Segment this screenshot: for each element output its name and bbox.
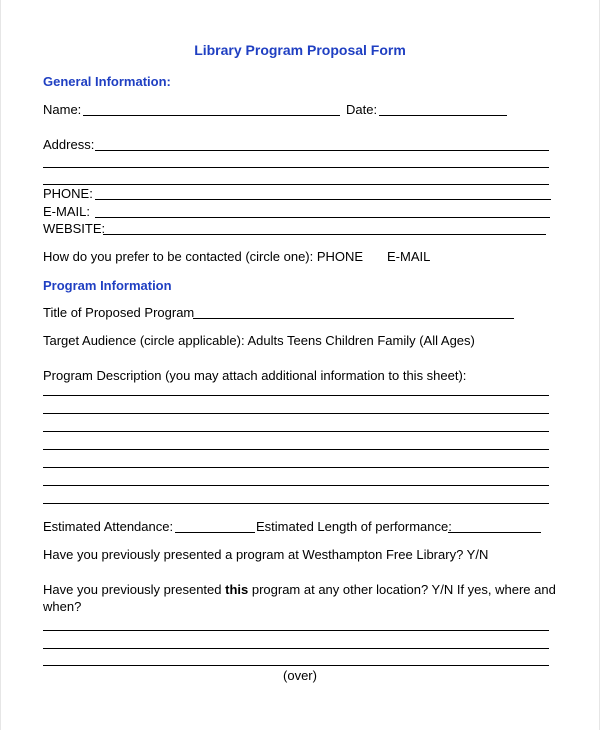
proposed-title-label: Title of Proposed Program [43,305,195,320]
over-note: (over) [283,668,317,683]
presented-other-question-line2: when? [43,599,82,614]
description-line-6[interactable] [43,485,549,486]
address-line-1[interactable] [95,150,549,151]
where-when-line-3[interactable] [43,665,549,666]
program-description-label: Program Description (you may attach additional information to this sheet): [43,368,467,383]
estimated-attendance-label: Estimated Attendance: [43,519,174,534]
website-field-line[interactable] [103,234,546,235]
target-audience-options[interactable]: Target Audience (circle applicable): Adults Teens Children Family (All Ages) [43,333,475,348]
description-line-3[interactable] [43,431,549,432]
where-when-line-1[interactable] [43,630,549,631]
name-field-line[interactable] [83,115,340,116]
email-label: E-MAIL: [43,204,90,219]
phone-label: PHONE: [43,186,93,201]
proposed-title-line[interactable] [193,318,514,319]
contact-option-email[interactable]: E-MAIL [387,249,431,264]
presented-here-question: Have you previously presented a program at Westhampton Free Library? Y/N [43,547,489,562]
address-line-3[interactable] [43,184,549,185]
where-when-line-2[interactable] [43,648,549,649]
name-label: Name: [43,102,82,117]
phone-field-line[interactable] [95,199,551,200]
presented-other-suffix: program at any other location? Y/N If yes, where and [248,582,556,597]
presented-other-bold: this [225,582,249,597]
date-field-line[interactable] [379,115,507,116]
presented-other-question [43,582,556,598]
contact-preference-question: How do you prefer to be contacted (circle one): PHONE [43,249,364,264]
estimated-attendance-line[interactable] [175,532,255,533]
description-line-4[interactable] [43,449,549,450]
address-label: Address: [43,137,95,152]
email-field-line[interactable] [95,217,550,218]
description-line-2[interactable] [43,413,549,414]
description-line-7[interactable] [43,503,549,504]
date-label: Date: [346,102,378,117]
description-line-5[interactable] [43,467,549,468]
program-information-heading: Program Information [43,278,172,293]
estimated-length-line[interactable] [448,532,541,533]
form-title: Library Program Proposal Form [194,42,406,58]
description-line-1[interactable] [43,395,549,396]
website-label: WEBSITE: [43,221,106,236]
presented-other-prefix: Have you previously presented [43,582,226,597]
general-information-heading: General Information: [43,74,171,89]
estimated-length-label: Estimated Length of performance: [256,519,452,534]
address-line-2[interactable] [43,167,549,168]
